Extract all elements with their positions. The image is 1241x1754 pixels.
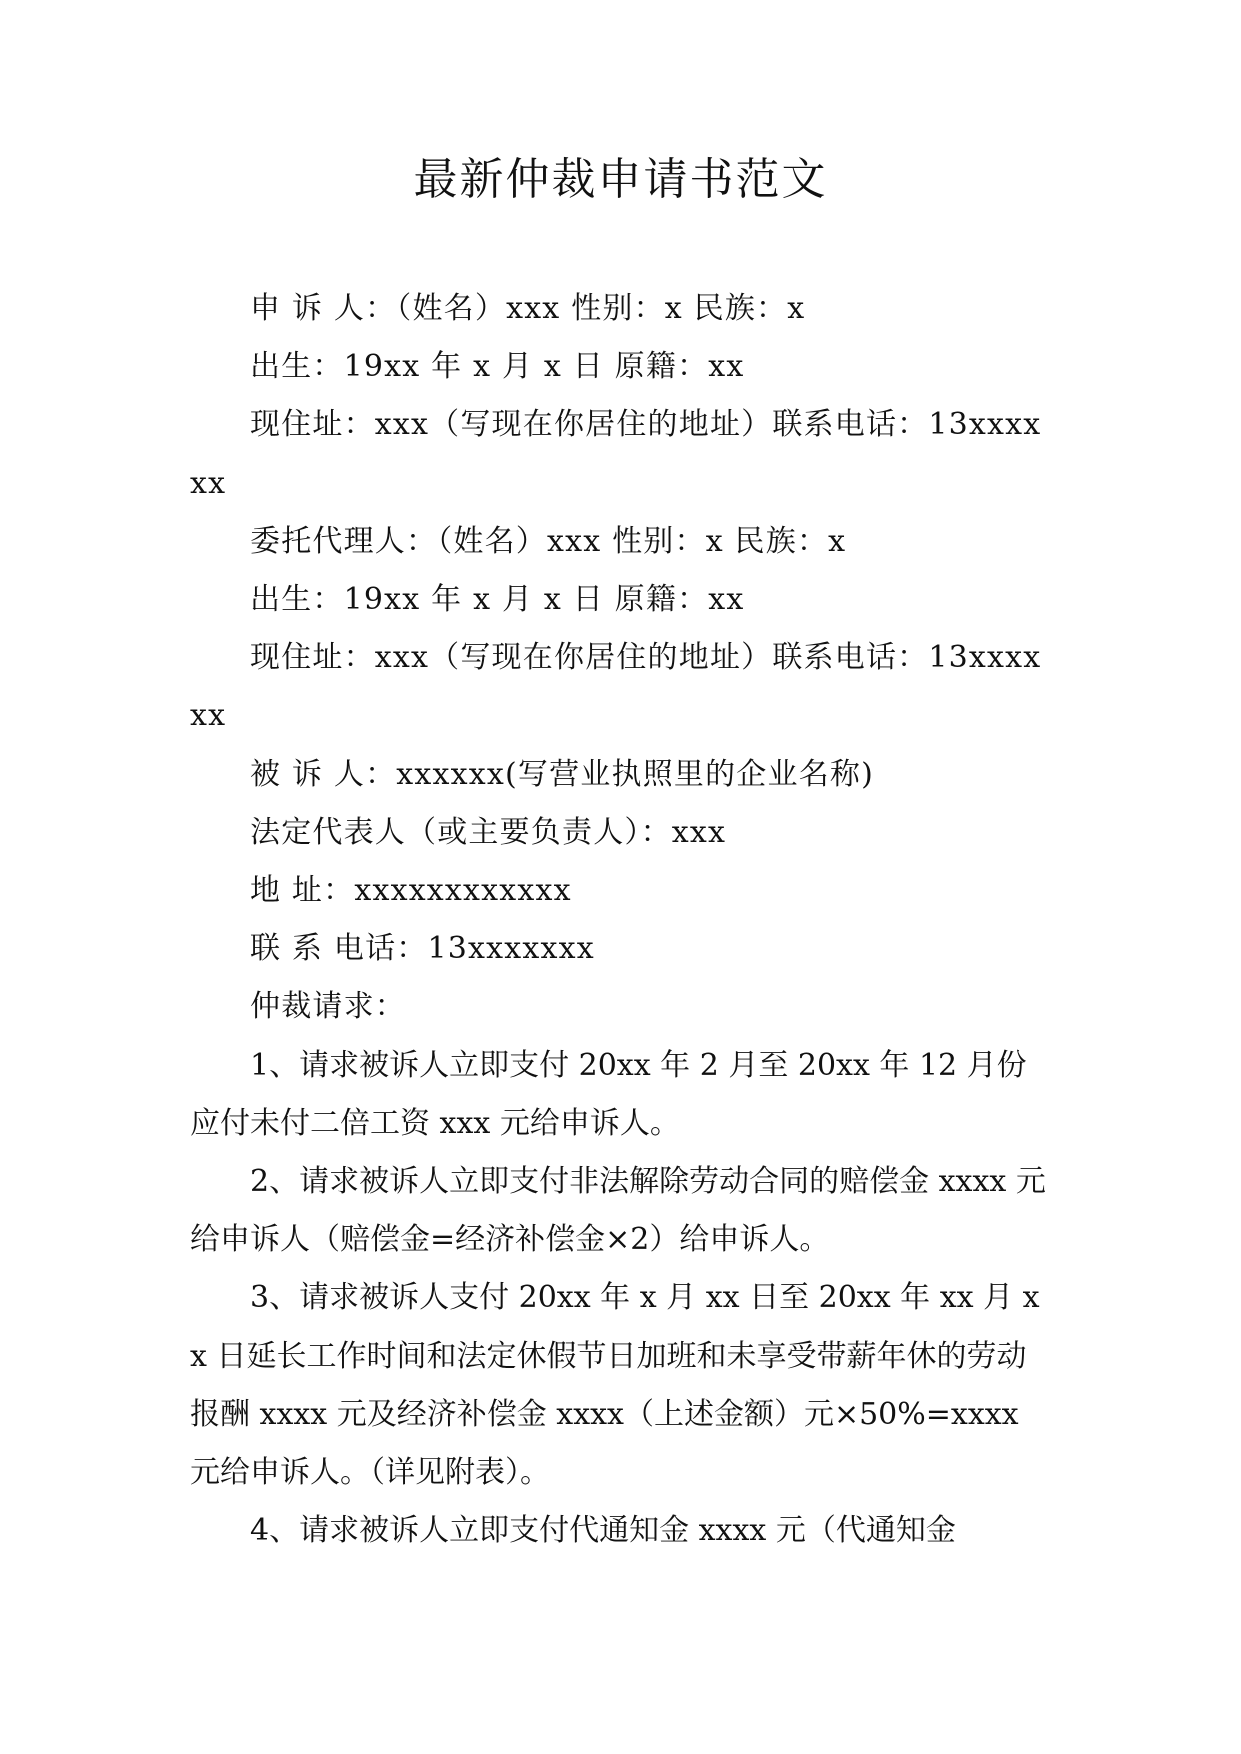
paragraph-complainant-birth: 出生：19xx 年 x 月 x 日 原籍：xx <box>250 349 745 385</box>
paragraph-respondent: 被 诉 人：xxxxxx(写营业执照里的企业名称) <box>250 756 874 792</box>
document-title: 最新仲裁申请书范文 <box>413 154 828 205</box>
paragraph-claim-3: 3、请求被诉人支付 20xx 年 x 月 xx 日至 20xx 年 xx 月 xx 日延长工作时间和法定休假节日加班和未享受带薪年休的劳动报酬 xxxx 元及经济补偿金 xxxx（上述金额）元×50%=xxxx 元给申诉人。（详见附表）。 <box>190 1280 1040 1491</box>
document-body <box>190 280 1050 1560</box>
paragraph-complainant: 申 诉 人：（姓名）xxx 性别：x 民族：x <box>250 291 806 326</box>
paragraph-agent-birth: 出生：19xx 年 x 月 x 日 原籍：xx <box>250 582 745 618</box>
paragraph-claim-2: 2、请求被诉人立即支付非法解除劳动合同的赔偿金 xxxx 元给申诉人（赔偿金=经济补偿金×2）给申诉人。 <box>190 1164 1046 1258</box>
paragraph-agent: 委托代理人：（姓名）xxx 性别：x 民族：x <box>250 523 847 559</box>
paragraph-legal-representative: 法定代表人（或主要负责人）：xxx <box>250 814 727 850</box>
paragraph-claims-heading: 仲裁请求： <box>250 989 406 1025</box>
paragraph-claim-4: 4、请求被诉人立即支付代通知金 xxxx 元（代通知金 <box>250 1513 956 1549</box>
paragraph-complainant-address: 现住址：xxx（写现在你居住的地址）联系电话：13xxxxxx <box>190 407 1042 501</box>
paragraph-respondent-phone: 联 系 电话：13xxxxxxx <box>250 931 595 967</box>
paragraph-claim-1: 1、请求被诉人立即支付 20xx 年 2 月至 20xx 年 12 月份应付未付二倍工资 xxx 元给申诉人。 <box>190 1047 1027 1141</box>
paragraph-respondent-address: 地 址：xxxxxxxxxxxx <box>250 873 572 909</box>
paragraph-agent-address: 现住址：xxx（写现在你居住的地址）联系电话：13xxxxxx <box>190 640 1042 734</box>
